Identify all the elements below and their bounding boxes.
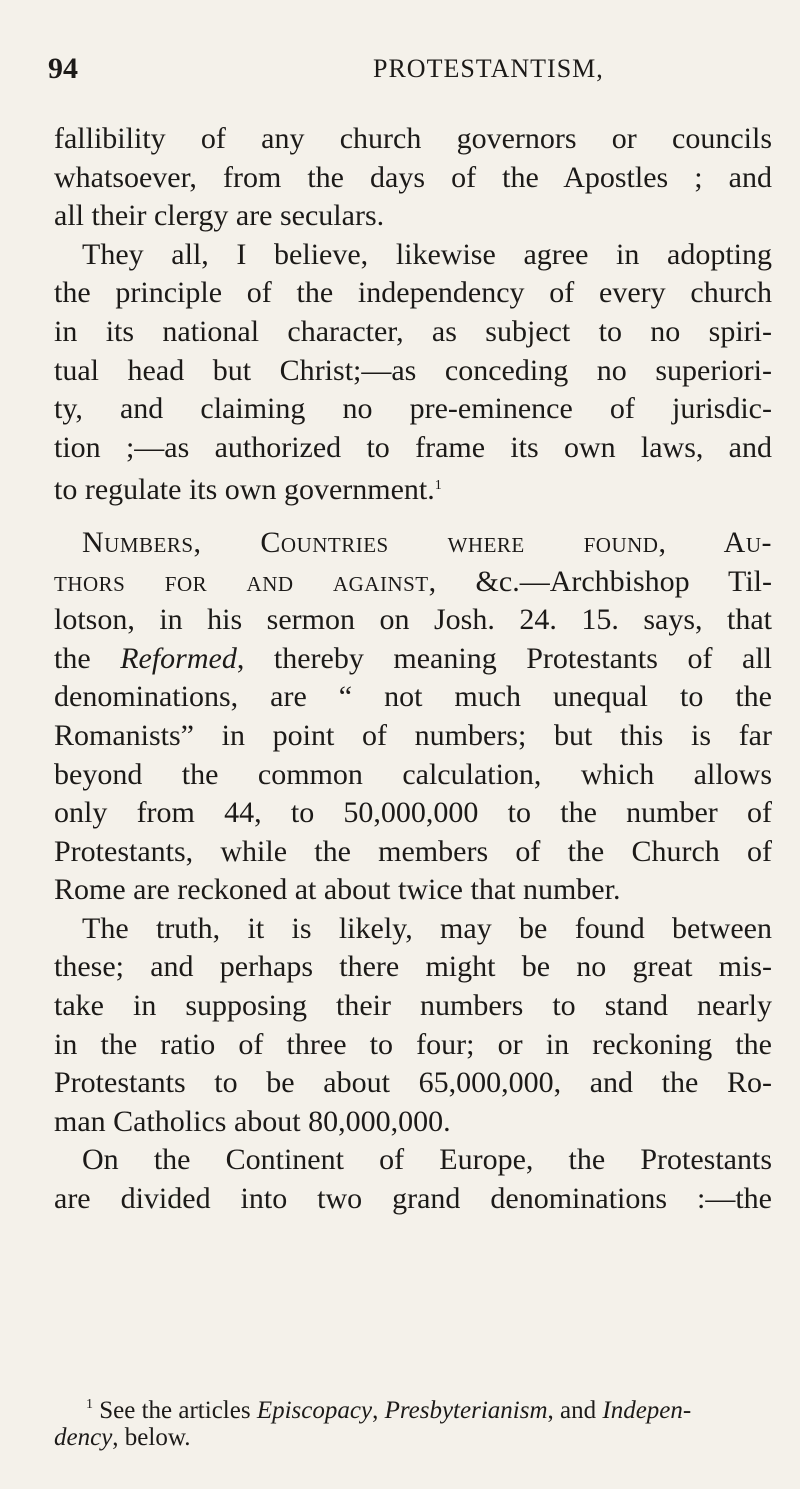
text-line: tion ;—as authorized to frame its own laws, and [54,430,772,464]
text-line: all their clergy are seculars. [54,199,385,233]
text-line: fallibility of any church governors or councils [54,122,772,155]
text-segment: , below. [112,1424,191,1451]
text-line: only from 44, to 50,000,000 to the number of [54,796,772,830]
italic-term: Reformed [120,641,237,675]
text-line: tual head but Christ;—as conceding no superiori- [54,353,772,387]
text-line: the principle of the independency of every church [54,276,772,310]
paragraph-gap [54,506,772,524]
footnote-line [54,1388,770,1424]
text-line [54,563,772,602]
text-line: Protestants to be about 65,000,000, and the Ro- [54,1066,772,1100]
text-line [54,467,772,506]
text-line: these; and perhaps there might be no great mis- [54,950,772,984]
footnote-marker: 1 [86,1397,93,1412]
text-line: They all, I believe, likewise agree in adopting [82,237,772,271]
text-line: man Catholics about 80,000,000. [54,1104,451,1138]
page-number: 94 [48,52,78,85]
text-line: Protestants, while the members of the Church of [54,834,772,868]
text-line: whatsoever, from the days of the Apostles ; and [54,160,772,194]
text-line: Rome are reckoned at about twice that number. [54,873,621,907]
text-line [54,640,772,679]
text-segment: See the articles [93,1397,257,1424]
text-line: ty, and claiming no pre-eminence of jurisdic- [54,392,772,426]
text-line: are divided into two grand denominations :—the [54,1182,772,1216]
text-line: take in supposing their numbers to stand nearly [54,989,772,1023]
italic-term: Indepen- [602,1397,692,1424]
text-line: On the Continent of Europe, the Protestants [82,1143,772,1177]
footnote [54,1388,770,1454]
text-line: beyond the common calculation, which allows [54,757,772,791]
footnote-line [54,1421,770,1454]
italic-term: Episcopacy [256,1397,373,1424]
text-segment: , [372,1397,385,1424]
text-line: lotson, in his sermon on Josh. 24. 15. says, that [54,603,772,637]
text-line: in the ratio of three to four; or in reckoning the [54,1027,772,1061]
text-segment: the [54,641,121,675]
body-text [54,120,772,1219]
text-segment: , thereby meaning Protestants of all [236,641,772,675]
section-heading-line: thors for and against, [54,564,437,598]
running-title: PROTESTANTISM, [373,54,604,83]
running-head [48,52,758,92]
text-line: in its national character, as subject to no spiri- [54,314,772,348]
text-segment: to regulate its own government. [54,473,435,507]
italic-term: Presbyterianism [384,1397,548,1424]
text-line: Romanists” in point of numbers; but this is far [54,718,772,752]
footnote-marker: 1 [434,478,442,494]
italic-term: dency [54,1424,113,1451]
text-line: The truth, it is likely, may be found between [82,911,772,945]
text-line: denominations, are “ not much unequal to the [54,680,772,714]
section-heading-line: Numbers, Countries where found, Au- [82,525,772,559]
text-segment: , and [547,1397,603,1424]
text-segment: &c.—Archbishop Til- [436,564,772,598]
